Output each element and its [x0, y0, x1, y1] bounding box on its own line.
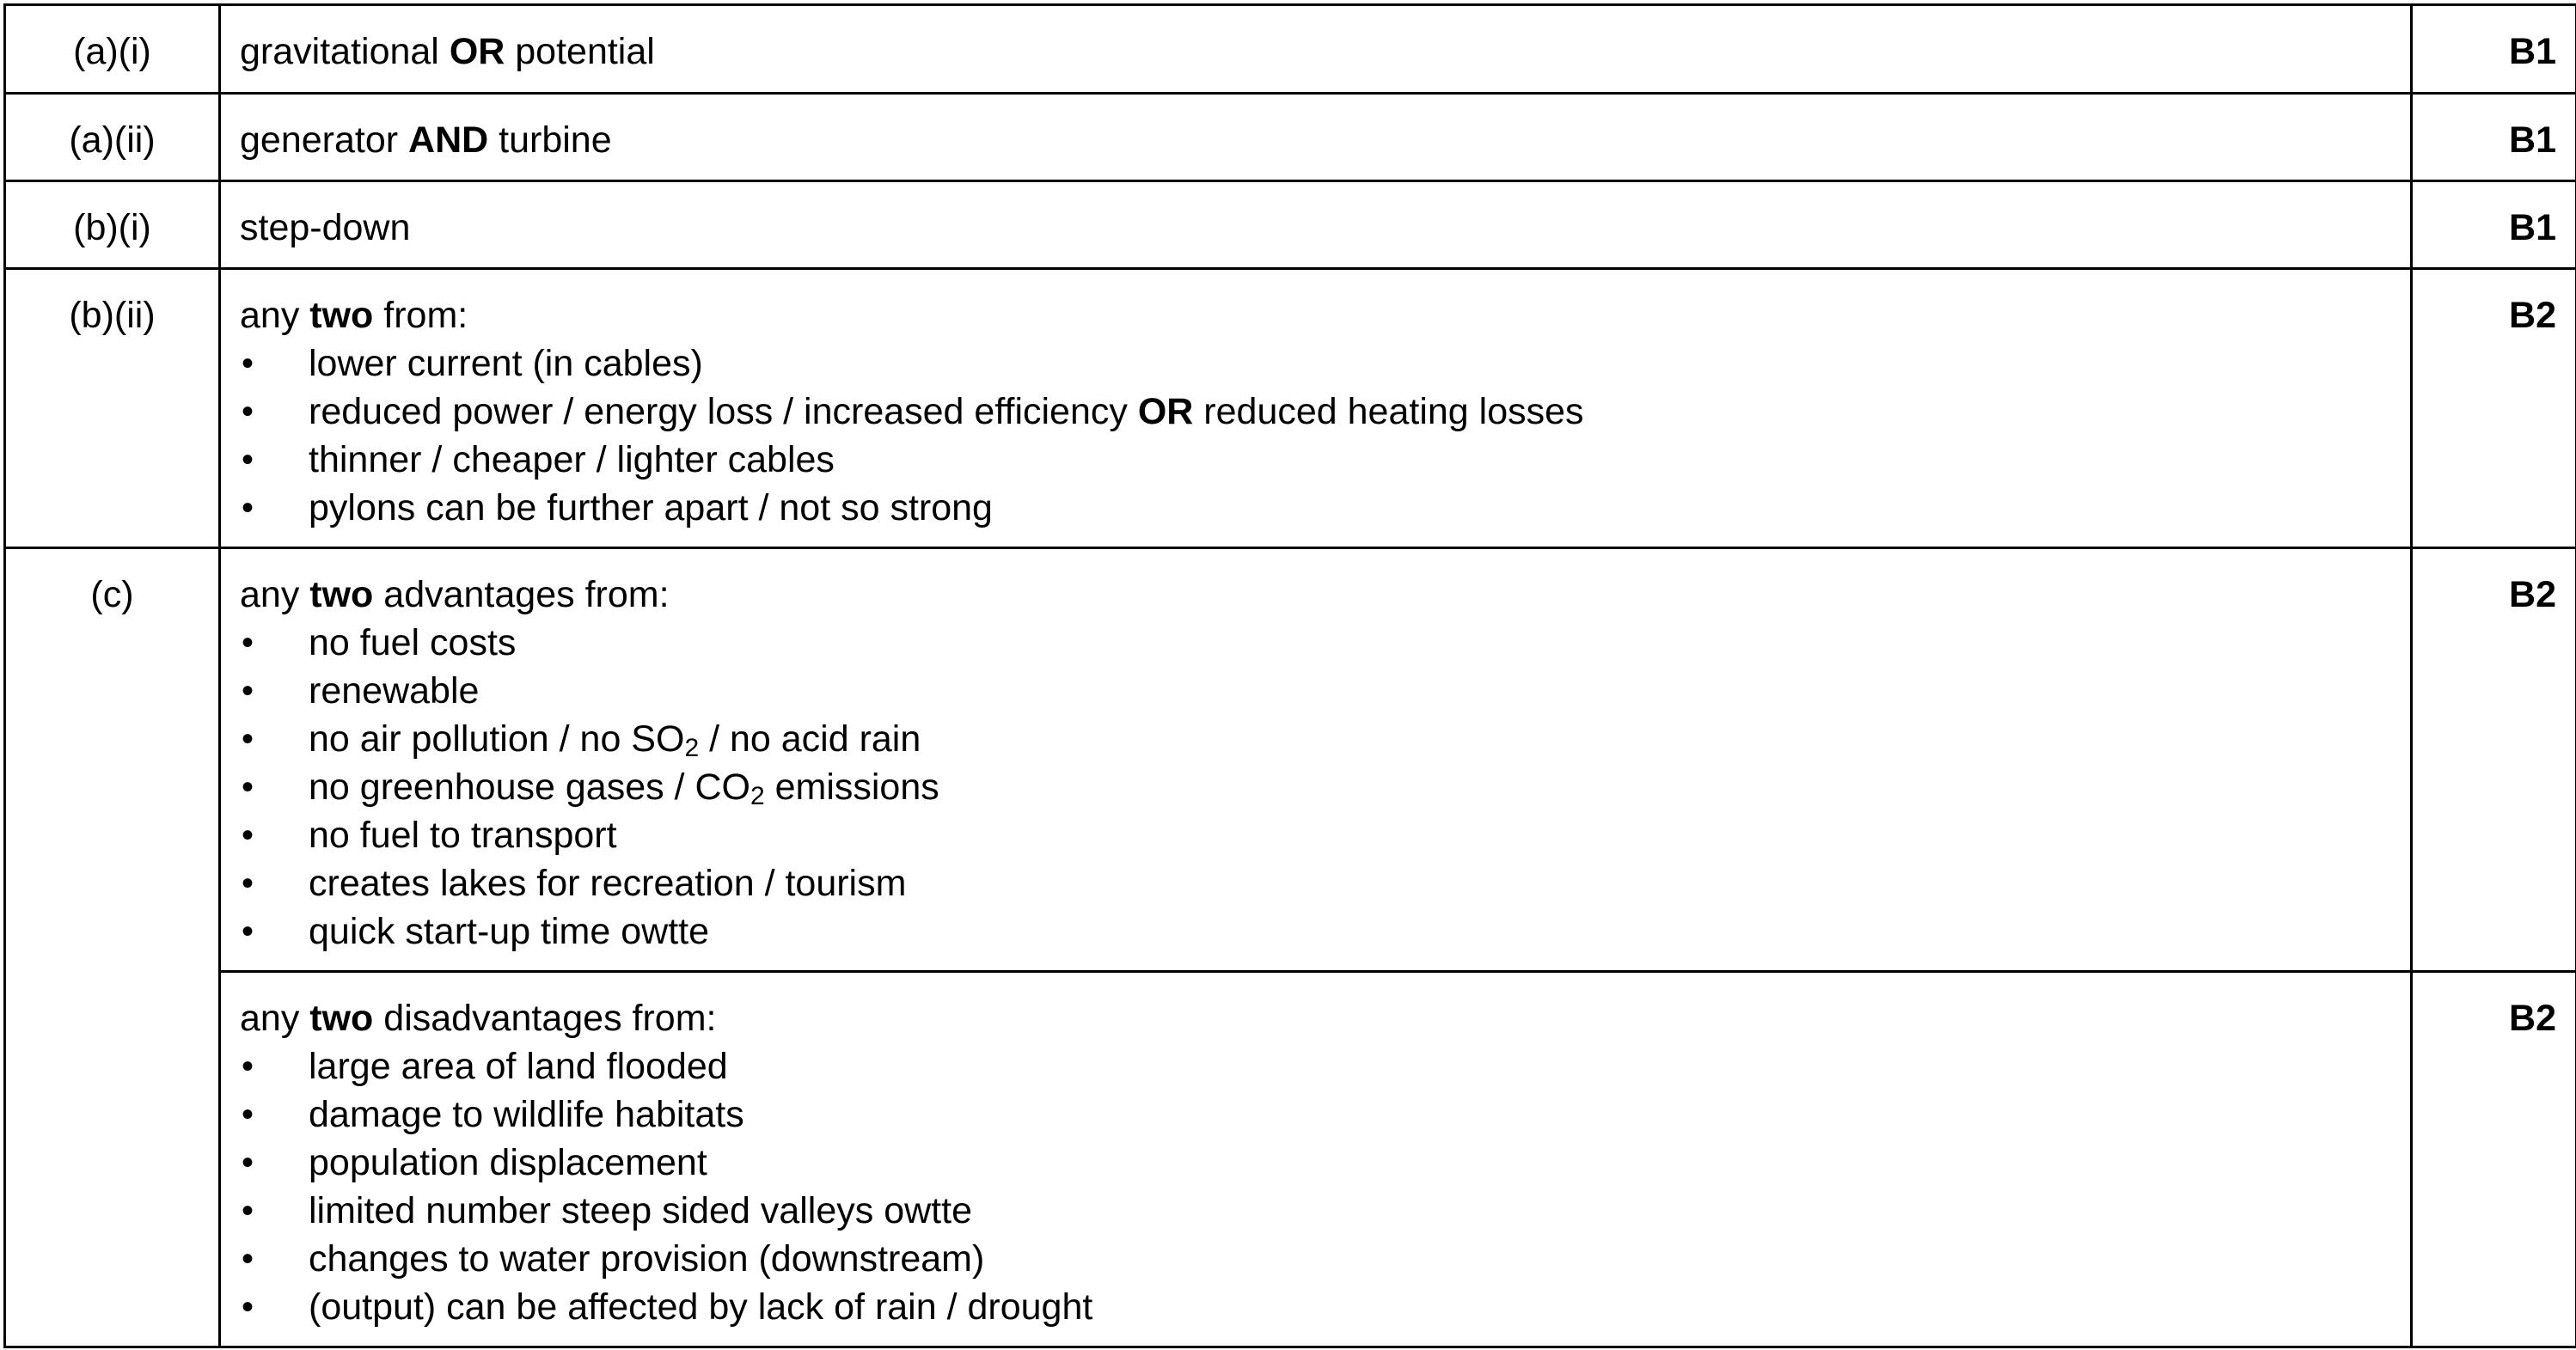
list-item: [240, 811, 2410, 859]
text-run: advantages from:: [373, 574, 670, 615]
list-item: [240, 1139, 2410, 1187]
question-number: (c): [5, 548, 220, 1347]
answer-points: [240, 339, 2410, 532]
answer-cell: [220, 548, 2412, 972]
list-item: [240, 1090, 2410, 1139]
question-number: (a)(ii): [5, 94, 220, 181]
text-run: no fuel costs: [309, 622, 517, 663]
bullet-icon: •: [242, 672, 254, 710]
bullet-icon: •: [242, 720, 254, 758]
list-item: [240, 339, 2410, 388]
text-run: from:: [373, 295, 468, 336]
text-run: lower current (in cables): [309, 343, 703, 384]
bullet-icon: •: [242, 393, 254, 431]
text-run: no air pollution / no SO: [309, 718, 685, 760]
subscript: 2: [750, 782, 765, 810]
list-item: [240, 1283, 2410, 1331]
mark-cell: B2: [2412, 972, 2576, 1347]
mark-cell: B1: [2412, 94, 2576, 181]
answer-text: [240, 116, 2410, 164]
text-run: limited number steep sided valleys owtte: [309, 1190, 972, 1231]
question-number: (a)(i): [5, 5, 220, 94]
list-item: [240, 436, 2410, 484]
bold-keyword: AND: [408, 119, 489, 161]
text-run: creates lakes for recreation / tourism: [309, 863, 907, 904]
bold-keyword: two: [309, 574, 374, 615]
bullet-icon: •: [242, 913, 254, 950]
bold-keyword: two: [309, 998, 374, 1039]
list-item: [240, 859, 2410, 907]
text-run: renewable: [309, 670, 480, 712]
table-row: [5, 269, 2576, 548]
bullet-icon: •: [242, 441, 254, 479]
text-run: damage to wildlife habitats: [309, 1094, 744, 1135]
text-run: large area of land flooded: [309, 1046, 728, 1087]
table-row: [5, 181, 2576, 269]
bullet-icon: •: [242, 1144, 254, 1182]
text-run: reduced heating losses: [1193, 391, 1584, 432]
list-item: [240, 907, 2410, 956]
text-run: turbine: [488, 119, 612, 161]
text-run: (output) can be affected by lack of rain / drought: [309, 1286, 1093, 1328]
mark-scheme-table: [3, 3, 2576, 1348]
table-row: [5, 94, 2576, 181]
answer-cell: [220, 269, 2412, 548]
list-item: [240, 388, 2410, 436]
question-number: (b)(ii): [5, 269, 220, 548]
bullet-icon: •: [242, 1096, 254, 1133]
bullet-icon: •: [242, 1192, 254, 1230]
mark-cell: B1: [2412, 181, 2576, 269]
list-item: [240, 619, 2410, 667]
bullet-icon: •: [242, 864, 254, 902]
text-run: gravitational: [240, 31, 450, 72]
text-run: pylons can be further apart / not so strong: [309, 487, 993, 528]
answer-intro: [240, 571, 2410, 619]
text-run: no fuel to transport: [309, 815, 617, 856]
text-run: any: [240, 295, 310, 336]
text-run: step-down: [240, 207, 411, 248]
table-row: [5, 548, 2576, 972]
mark-cell: B2: [2412, 269, 2576, 548]
bullet-icon: •: [242, 768, 254, 806]
text-run: changes to water provision (downstream): [309, 1238, 985, 1280]
list-item: [240, 1235, 2410, 1283]
text-run: any: [240, 998, 310, 1039]
question-number: (b)(i): [5, 181, 220, 269]
text-run: potential: [505, 31, 655, 72]
bullet-icon: •: [242, 624, 254, 662]
text-run: reduced power / energy loss / increased efficiency: [309, 391, 1138, 432]
bullet-icon: •: [242, 1288, 254, 1326]
bullet-icon: •: [242, 489, 254, 527]
answer-intro: [240, 291, 2410, 339]
text-run: population displacement: [309, 1142, 707, 1183]
answer-cell: [220, 5, 2412, 94]
list-item: [240, 763, 2410, 811]
bold-keyword: two: [309, 295, 374, 336]
bold-keyword: OR: [449, 31, 505, 72]
bold-keyword: OR: [1137, 391, 1194, 432]
answer-cell: [220, 972, 2412, 1347]
text-run: generator: [240, 119, 409, 161]
answer-points: [240, 619, 2410, 956]
list-item: [240, 1187, 2410, 1235]
text-run: no greenhouse gases / CO: [309, 767, 750, 808]
text-run: / no acid rain: [699, 718, 921, 760]
text-run: disadvantages from:: [373, 998, 717, 1039]
bullet-icon: •: [242, 1240, 254, 1278]
bullet-icon: •: [242, 345, 254, 382]
list-item: [240, 715, 2410, 763]
text-run: quick start-up time owtte: [309, 911, 710, 952]
answer-cell: [220, 181, 2412, 269]
mark-cell: B1: [2412, 5, 2576, 94]
answer-text: [240, 27, 2410, 76]
table-row: [5, 5, 2576, 94]
text-run: emissions: [764, 767, 939, 808]
answer-cell: [220, 94, 2412, 181]
answer-text: [240, 204, 2410, 252]
answer-intro: [240, 994, 2410, 1042]
text-run: any: [240, 574, 310, 615]
list-item: [240, 1042, 2410, 1090]
mark-cell: B2: [2412, 548, 2576, 972]
list-item: [240, 667, 2410, 715]
answer-points: [240, 1042, 2410, 1331]
bullet-icon: •: [242, 1048, 254, 1085]
text-run: thinner / cheaper / lighter cables: [309, 439, 835, 480]
bullet-icon: •: [242, 816, 254, 854]
table-row: [5, 972, 2576, 1347]
list-item: [240, 484, 2410, 532]
subscript: 2: [684, 734, 700, 762]
